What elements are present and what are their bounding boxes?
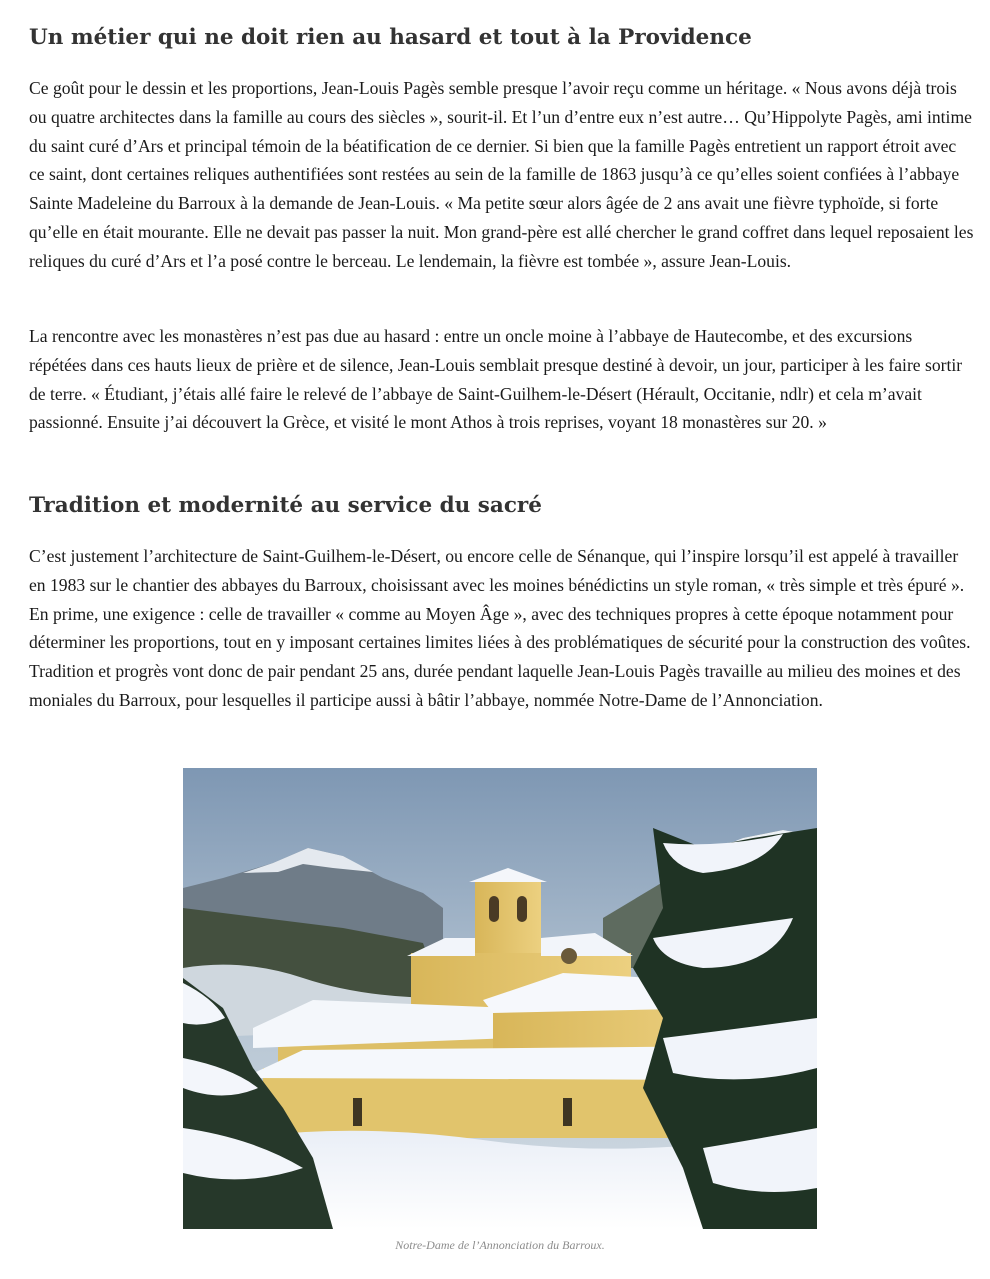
paragraph-monasteres: La rencontre avec les monastères n’est pas due au hasard : entre un oncle moine à l’abbaye de Hautecombe, et des excursions répétées dans ces hauts lieux de prière et de silence, Jean-Louis semblait presque destiné à devoir, un jour, participer à les faire sortir de terre. « Étudiant, j’étais allé faire le relevé de l’abbaye de Saint-Guilhem-le-Désert (Hérault, Occitanie, ndlr) et cela m’avait passionné. Ensuite j’ai découvert la Grèce, et visité le mont Athos à trois reprises, voyant 18 monastères sur 20. » <box>29 326 963 433</box>
article-figure <box>183 768 817 1253</box>
paragraph-architecture: C’est justement l’architecture de Saint-Guilhem-le-Désert, ou encore celle de Sénanque, qui l’inspire lorsqu’il est appelé à travailler en 1983 sur le chantier des abbayes du Barroux, choisissant avec les moines bénédictins un style roman, « très simple et très épuré ». En prime, une exigence : celle de travailler « comme au Moyen Âge », avec des techniques propres à cette époque notamment pour déterminer les proportions, tout en y imposant certaines limites liées à des problématiques de sécurité pour la construction des voûtes. Tradition et progrès vont donc de pair pendant 25 ans, durée pendant laquelle Jean-Louis Pagès travaille au milieu des moines et des moniales du Barroux, pour lesquelles il participe aussi à bâtir l’abbaye, nommée Notre-Dame de l’Annonciation. <box>29 546 971 710</box>
abbey-photo <box>183 768 817 1229</box>
paragraph-heritage: Ce goût pour le dessin et les proportions, Jean-Louis Pagès semble presque l’avoir reçu comme un héritage. « Nous avons déjà trois ou quatre architectes dans la famille au cours des siècles », sourit-il. Et l’un d’entre eux n’est autre… Qu’Hippolyte Pagès, ami intime du saint curé d’Ars et principal témoin de la béatification de ce dernier. Si bien que la famille Pagès entretient un rapport étroit avec ce saint, dont certaines reliques authentifiées sont restées au sein de la famille de 1863 jusqu’à ce qu’elles soient confiées à l’abbaye Sainte Madeleine du Barroux à la demande de Jean-Louis. « Ma petite sœur alors âgée de 2 ans avait une fièvre typhoïde, si forte qu’elle en était mourante. Elle ne devait pas passer la nuit. Mon grand-père est allé chercher le grand coffret dans lequel reposaient les reliques du curé d’Ars et l’a posé contre le berceau. Le lendemain, la fièvre est tombée », assure Jean-Louis. <box>29 78 974 271</box>
rose-window <box>561 948 577 964</box>
section-heading-providence: Un métier qui ne doit rien au hasard et tout à la Providence <box>29 25 752 50</box>
figure-caption: Notre-Dame de l’Annonciation du Barroux. <box>395 1238 605 1252</box>
section-heading-tradition: Tradition et modernité au service du sacré <box>29 493 542 518</box>
